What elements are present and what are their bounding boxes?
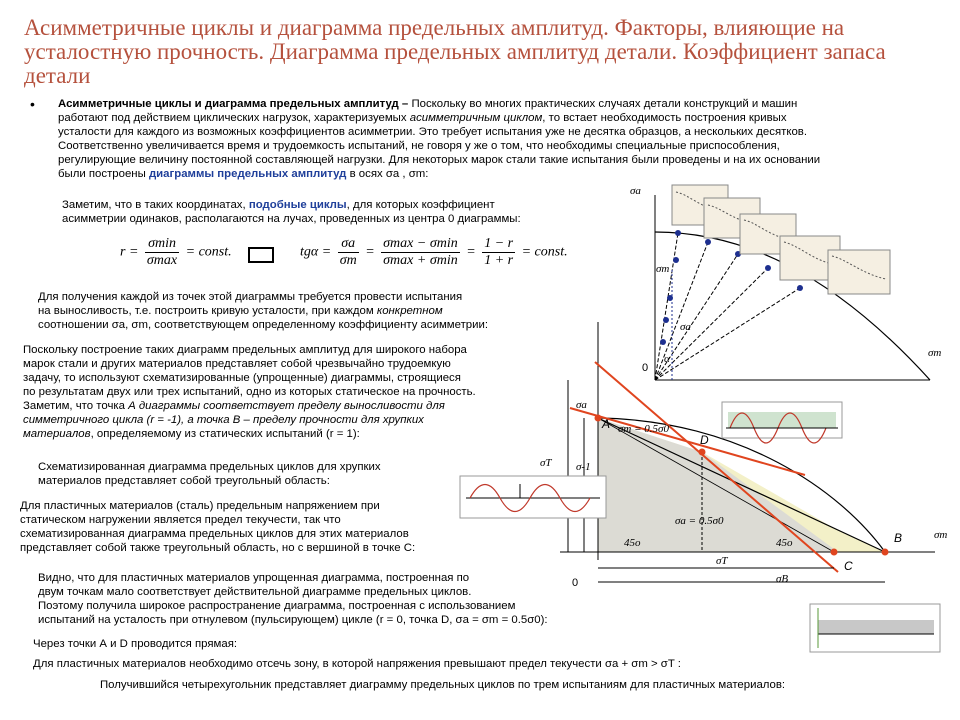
p5-line2: материалов представляет собой треугольный область: — [38, 475, 330, 487]
p7-line3: Поэтому получила широкое распространение диаграмма, построенная с использованием — [38, 600, 516, 612]
p1-l1: Поскольку во многих практических случаях детали конструкций и машин — [411, 98, 798, 110]
p1-l6b: диаграммы предельных амплитуд — [148, 168, 347, 180]
d1-label-ray-sigma-a: σa — [680, 321, 691, 333]
p1-l6a: были построены — [58, 168, 149, 180]
p4-l5a: Заметим, что точка — [23, 400, 129, 412]
d1-point — [673, 257, 679, 263]
p1-line4: Соответственно увеличивается время и трудоемкость испытаний, не говоря у же о том, что необходимы специальные приспособления, — [58, 140, 780, 152]
formula-tg-den1: σm — [339, 253, 357, 268]
p1-l6c: в осях σa , σm: — [346, 168, 429, 180]
formula-tg: tgα = $\frac{\sigma a}{\sigma m}$ = $\frac{\sigma\max - \sigma\min}{\sigma\max + \sigma\min}$ = $\frac{1 - r}{1 + r}$ = const. — [300, 236, 568, 268]
p1-line2 — [58, 111, 787, 125]
p1-l2a: работают под действием циклических нагрузок, характеризуемых — [58, 112, 410, 124]
inset-static-cycle — [810, 604, 940, 652]
d1-label-alpha: α — [664, 353, 670, 365]
formula-r-num: σmin — [145, 236, 179, 253]
p9-line: Для пластичных материалов необходимо отсечь зону, в которой напряжения превышают предел текучести σa + σm > σT : — [33, 658, 681, 670]
d2-label-sigma-m-half: σm = 0.5σ0 — [618, 423, 669, 435]
d2-label-sigma-a: σa — [576, 399, 587, 411]
d2-label-A: A — [602, 417, 611, 431]
inset-symmetric-cycle — [460, 476, 606, 518]
p3-line2 — [38, 304, 443, 318]
formula-tg-den3: 1 + r — [484, 253, 514, 268]
formula-tg-den2: σmax + σmin — [383, 253, 458, 268]
page-title: Асимметричные циклы и диаграмма предельных амплитуд. Факторы, влияющие на усталостную прочность. Диаграмма предельных амплитуд детали. Коэффициент запаса детали — [24, 15, 886, 88]
formula-r-lhs: r = — [120, 244, 139, 260]
p3-line3: соотношении σa, σm, соответствующем определенному коэффициенту асимметрии: — [38, 319, 489, 331]
d2-point-A — [595, 415, 602, 422]
p1-line5: регулирующие величину постоянной составляющей нагрузки. Для некоторых марок стали такие испытания были проведены и на их основании — [58, 154, 821, 166]
d2-label-sigmaB: σB — [776, 573, 789, 585]
p2-l1b: подобные циклы — [248, 199, 347, 211]
p8-line: Через точки А и D проводится прямая: — [33, 638, 238, 650]
p7-line2: двум точкам мало соответствует действительной диаграмме предельных циклов. — [38, 586, 472, 598]
d1-label-sigma-m: σm — [928, 347, 942, 359]
p1-l2c: , то встает необходимость построения кривых — [542, 112, 787, 124]
p1-line6 — [58, 167, 428, 181]
p3-l2b: конкретном — [376, 305, 443, 317]
formula-tg-frac2 — [381, 236, 460, 269]
p1-line1 — [58, 97, 797, 111]
d2-label-C: C — [844, 559, 853, 573]
d2-point-D — [699, 449, 706, 456]
formula-tg-lhs: tgα = — [300, 244, 332, 260]
p2-l1c: , для которых коэффициент — [346, 199, 495, 211]
p4-line6 — [23, 413, 424, 427]
p6-line3: схематизированная диаграмма предельных циклов для этих материалов — [20, 528, 409, 540]
d2-label-origin: 0 — [572, 577, 579, 589]
p4-line3: задачу, то используют схематизированные (упрощенные) диаграммы, строящиеся — [23, 372, 461, 384]
d1-point — [705, 239, 711, 245]
formula-r — [120, 236, 232, 269]
d1-label-ray-sigma-m: σm — [656, 263, 670, 275]
p4-l5c: пределу выносливости для — [297, 400, 445, 412]
p4-l7a: материалов — [23, 428, 91, 440]
d1-point — [675, 230, 681, 236]
p4-line2: марок стали и других материалов представляет собой чрезвычайно трудоемкую — [23, 358, 451, 370]
p7-line4: испытаний на усталость при отнулевом (пульсирующем) цикле (r = 0, точка D, σa = σm = 0.5σ0): — [38, 614, 548, 626]
d1-inset-plots — [672, 185, 890, 294]
p4-line7 — [23, 427, 360, 441]
formula-r-tail: = const. — [185, 244, 232, 260]
d1-label-origin: 0 — [642, 362, 649, 374]
d2-label-sigmaT-bottom: σT — [716, 555, 728, 567]
p5-line1: Схематизированная диаграмма предельных циклов для хрупких — [38, 461, 381, 473]
formula-tg-num2: σmax − σmin — [383, 236, 458, 251]
inset-pulsating-cycle — [722, 402, 842, 438]
d2-label-B: B — [894, 531, 903, 545]
d1-point — [765, 265, 771, 271]
formula-tg-frac3 — [482, 236, 515, 269]
d2-label-sigma-1: σ-1 — [576, 461, 591, 473]
d2-label-D: D — [700, 433, 709, 447]
p6-line4: представляет собой также треугольный область, но с вершиной в точке С: — [20, 542, 416, 554]
bullet-icon: • — [30, 96, 35, 112]
p4-line4: по результатам двух или трех испытаний, одно из которых статическое на прочность. — [23, 386, 476, 398]
p3-line1: Для получения каждой из точек этой диаграммы требуется провести испытания — [38, 291, 463, 303]
p4-l7b: , определяемому из статических испытаний (r = 1): — [90, 428, 360, 440]
formula-tg-num1: σa — [338, 236, 359, 253]
p1-l2b: асимметричным циклом — [409, 112, 543, 124]
p2-l1a: Заметим, что в таких координатах, — [62, 199, 249, 211]
p2-line1 — [62, 198, 495, 212]
formula-r-frac — [145, 236, 179, 269]
d2-point-C — [831, 549, 838, 556]
limit-diagram — [540, 320, 950, 600]
d2-label-45-right: 45o — [776, 537, 793, 549]
p6-line1: Для пластичных материалов (сталь) предельным напряжением при — [20, 500, 380, 512]
formula-tg-tail: = const. — [521, 244, 568, 260]
p6-line2: статическом нагружении является предел текучести, так что — [20, 514, 341, 526]
p7-line1: Видно, что для пластичных материалов упрощенная диаграмма, построенная по — [38, 572, 470, 584]
d1-label-sigma-a: σa — [630, 185, 641, 197]
formula-tg-frac1 — [338, 236, 359, 269]
p10-line: Получившийся четырехугольник представляет диаграмму предельных циклов по трем испытаниям для пластичных материалов: — [100, 679, 786, 691]
p3-l2a: на выносливость, т.е. построить кривую усталости, при каждом — [38, 305, 377, 317]
p4-l5b: А диаграммы соответствует — [128, 400, 298, 412]
p2-line2: асимметрии одинаков, располагаются на лучах, проведенных из центра 0 диаграммы: — [62, 213, 521, 225]
d2-label-sigmaT: σT — [540, 457, 552, 469]
p1-line3: усталости для каждого из возможных коэффициентов асимметрии. Это требует испытания уже не десятка образцов, а нескольких десятков. — [58, 126, 807, 138]
p1-lead: Асимметричные циклы и диаграмма предельных амплитуд – — [58, 98, 409, 110]
d2-label-sigma-a-half: σa = 0.5σ0 — [675, 515, 724, 527]
d2-label-45-left: 45o — [624, 537, 641, 549]
p4-line5 — [23, 399, 445, 413]
formula-r-den: σmax — [146, 253, 178, 268]
d2-point-B — [882, 549, 889, 556]
implies-arrow-icon — [248, 247, 274, 263]
p4-line1: Поскольку построение таких диаграмм предельных амплитуд для широкого набора — [23, 344, 467, 356]
p4-l6: симметричного цикла (r = -1), а точка В – пределу прочности для хрупких — [23, 414, 424, 426]
d2-label-sigma-m-axis: σm — [934, 529, 948, 541]
d1-point — [797, 285, 803, 291]
formula-tg-num3: 1 − r — [484, 236, 514, 251]
